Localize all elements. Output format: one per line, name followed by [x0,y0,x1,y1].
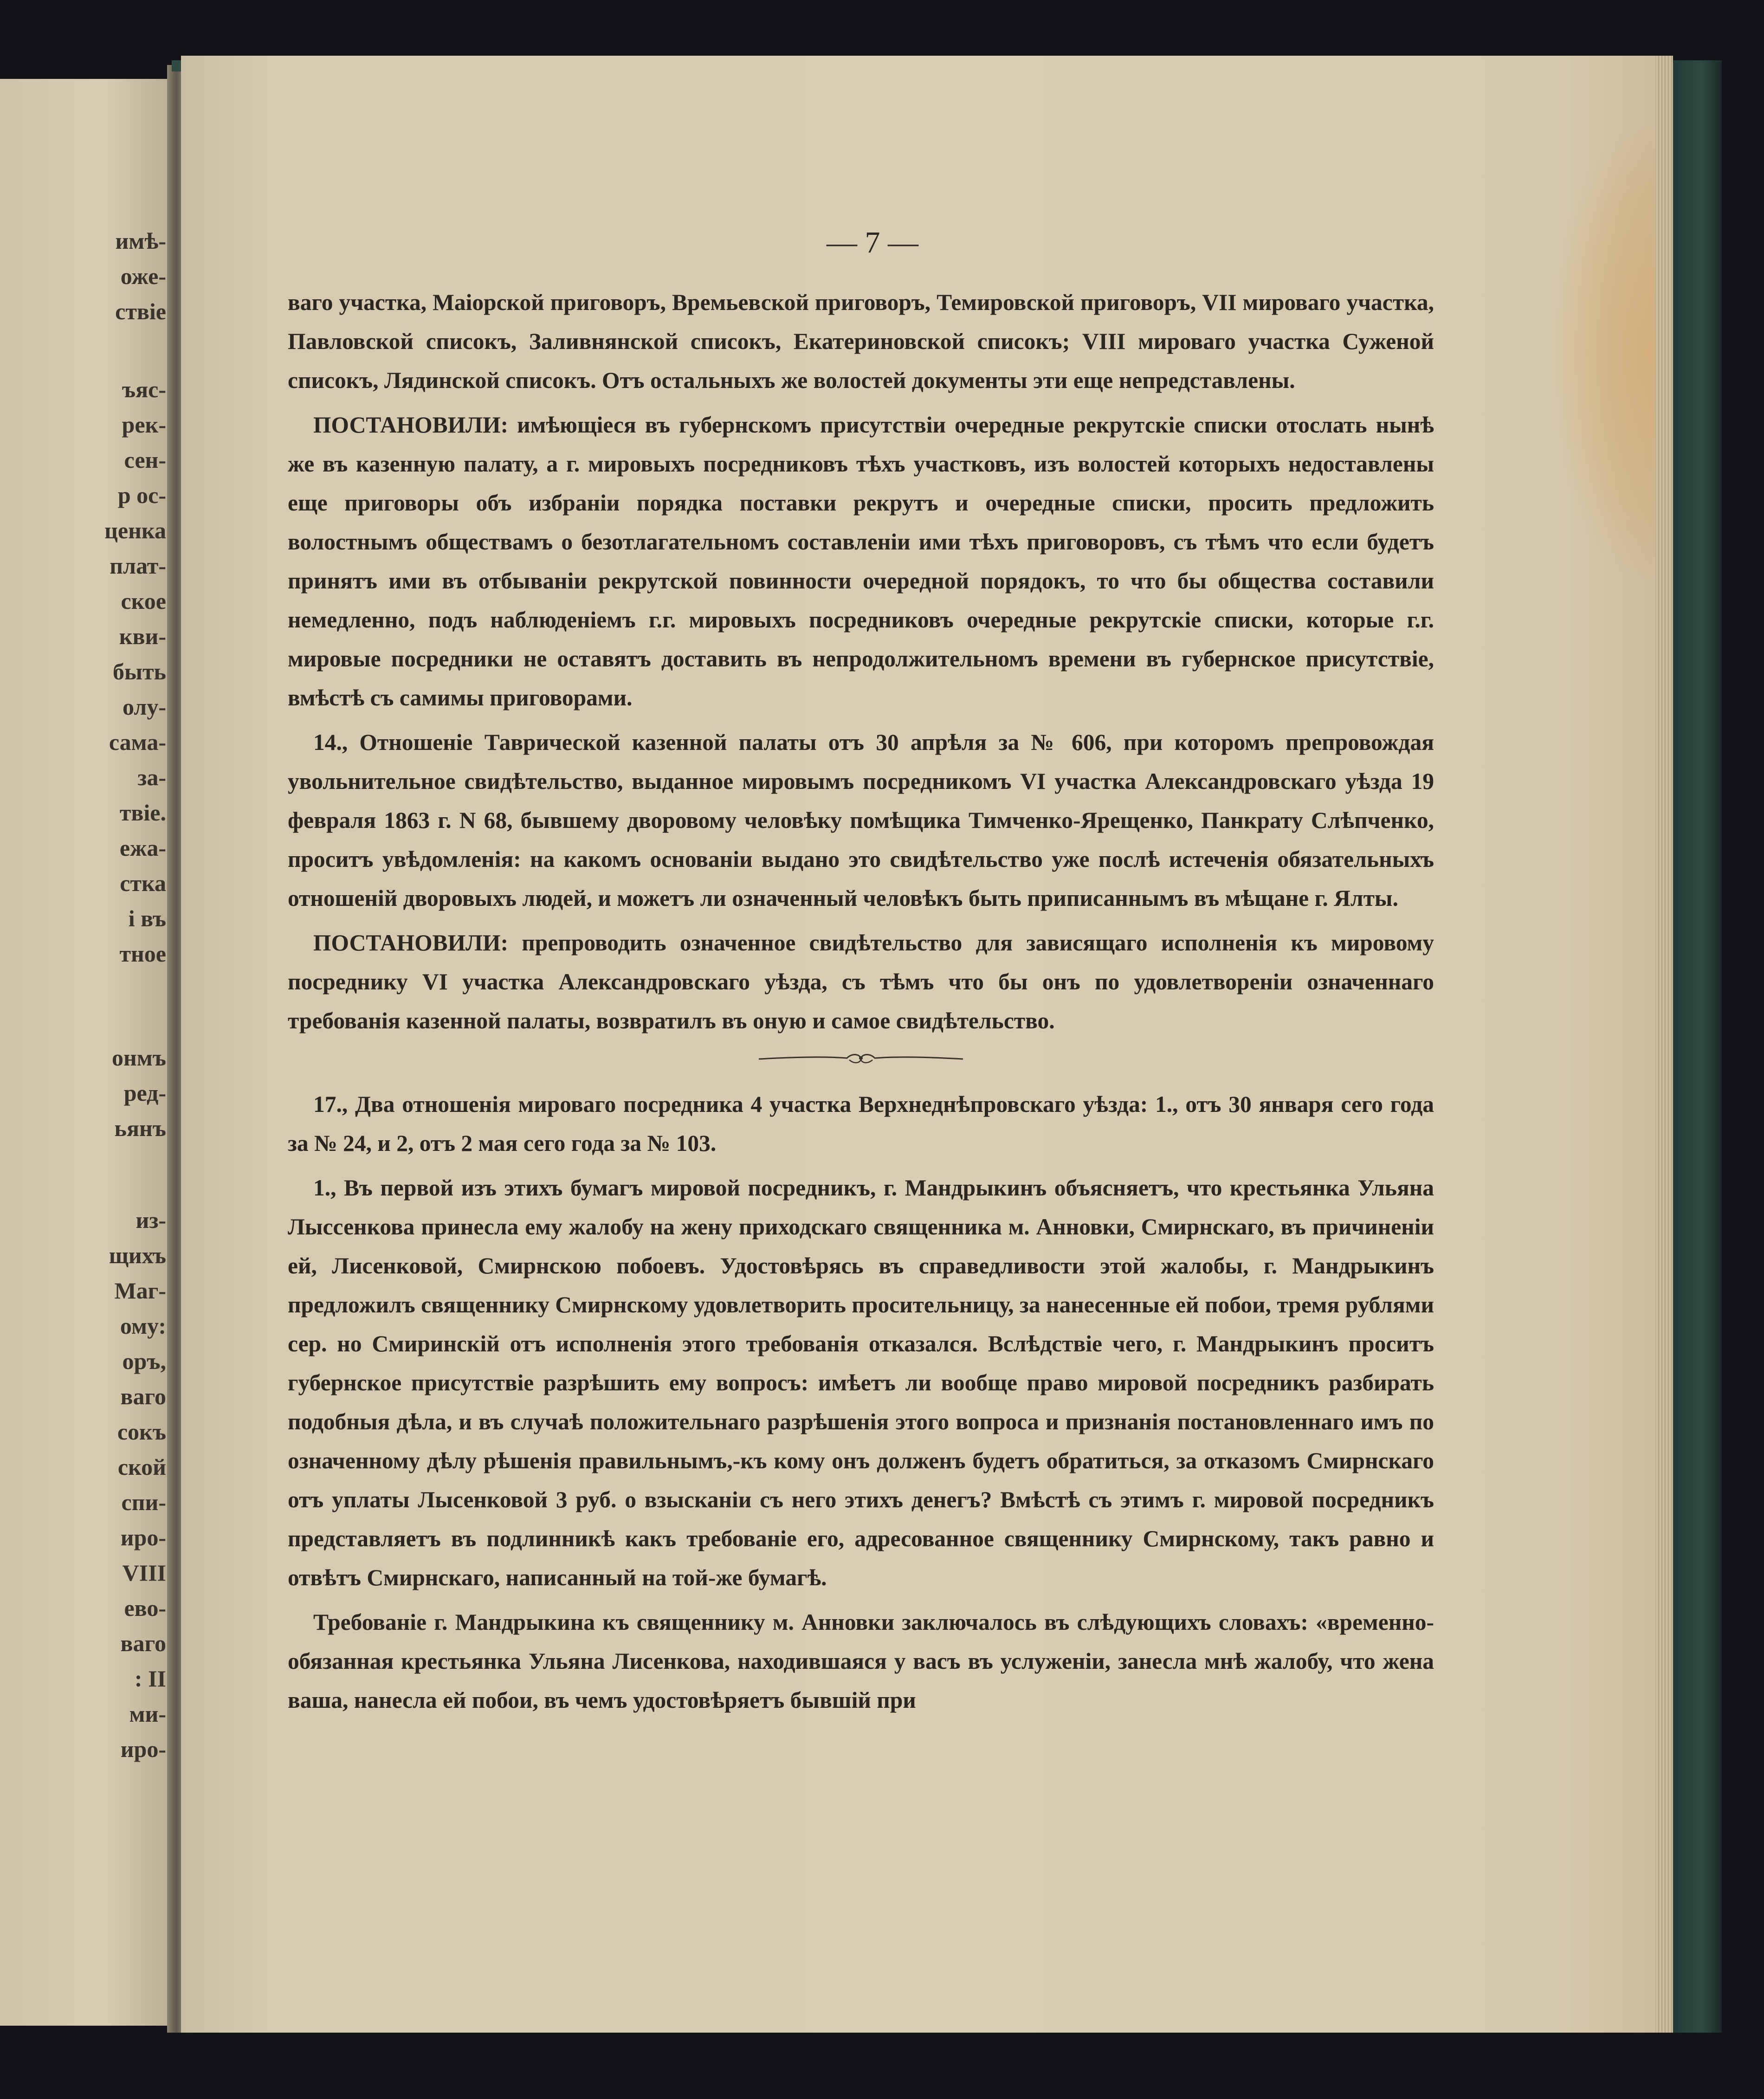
left-page-fragment: ценка [104,517,166,543]
left-page-fragment: VIII [122,1560,166,1586]
left-page-fragment: быть [112,659,166,685]
left-page-fragment: за- [137,764,166,790]
page-number: — 7 — [827,226,918,259]
paragraph-resolution-1: ПОСТАНОВИЛИ: имѣющіеся въ губернскомъ присутствіи очередные рекрутскіе списки отослать нынѣ же въ казенную палату, а г. мировыхъ посредниковъ тѣхъ участковъ, изъ волостей которыхъ недоставлены еще приговоры объ избраніи порядка поставки рекрутъ и очередные списки, просить предложить волостнымъ обществамъ о безотлагательномъ составленіи ими тѣхъ приговоровъ, съ тѣмъ что если будетъ принятъ ими въ отбываніи рекрутской повинности очередной порядокъ, то что бы общества составили немедленно, подъ наблюденіемъ г.г. мировыхъ посредниковъ очередные рекрутскіе списки, которые г.г. мировые посредники не оставятъ доставить въ непродолжительномъ времени въ губернское присутствіе, вмѣстѣ съ самимы приговорами. [288,412,1434,710]
left-page-fragment: оже- [120,263,166,289]
left-page-fragment: ской [117,1454,166,1480]
paragraph-resolution-2: ПОСТАНОВИЛИ: препроводить означенное свидѣтельство для зависящаго исполненія къ мировому посреднику VI участка Александровскаго уѣзда, съ тѣмъ что бы онъ по удовлетвореніи означеннаго требованія казенной палаты, возвратилъ въ оную и самое свидѣтельство. [288,930,1434,1033]
left-page-fragment: плат- [110,553,166,579]
left-page-fragment: стка [120,870,166,896]
left-page [0,79,173,2026]
book-cover-edge-right [1671,60,1722,2033]
left-page-fragment: ъяс- [122,376,166,402]
left-page-fragment: щихъ [109,1242,166,1268]
paragraph-requirement: Требованіе г. Мандрыкина къ священнику м. Анновки заключалось въ слѣдующихъ словахъ: «временно-обязанная крестьянка Ульяна Лисенкова, находившаяся у васъ въ услуженіи, занесла мнѣ жалобу, что жена ваша, нанесла ей побои, въ чемъ удостовѣряетъ бывшій при [288,1609,1434,1713]
left-page-fragment: спи- [121,1489,166,1515]
left-page-fragment: сокъ [117,1419,166,1445]
paragraph-item-17-part-1: 1., Въ первой изъ этихъ бумагъ мировой посредникъ, г. Мандрыкинъ объясняетъ, что крестьянка Ульяна Лыссенкова принесла ему жалобу на жену приходскаго священника м. Анновки, Смирнскаго, въ причиненіи ей, Лисенковой, Смирнскою побоевъ. Удостовѣрясь въ справедливости этой жалобы, г. Мандрыкинъ предложилъ священнику Смирнскому удовлетворить просительницу, за нанесенные ей побои, тремя рублями сер. но Смиринскій отъ исполненія этого требованія отказался. Вслѣдствіе чего, г. Мандрыкинъ проситъ губернское присутствіе разрѣшить ему вопросъ: имѣетъ ли вообще право мировой посредникъ разбирать подобныя дѣла, и въ случаѣ положительнаго разрѣшенія этого вопроса и признанія постановленнаго имъ по означенному дѣлу рѣшенія правильнымъ,-къ кому онъ долженъ будетъ обратиться, за отказомъ Смирнскаго отъ уплаты Лысенковой 3 руб. о взысканіи съ него этихъ денегъ? Вмѣстѣ съ этимъ г. мировой посредникъ представляетъ въ подлинникѣ какъ требованіе его, адресованное священнику Смирнскому, такъ равно и отвѣтъ Смирнскаго, написанный на той-же бумагѣ. [288,1175,1434,1590]
left-page-fragment: онмъ [111,1045,166,1071]
left-page-fragment: иро- [120,1524,166,1550]
left-page-fragment: ское [121,588,166,614]
left-page-fragment: ствіе [115,298,166,324]
left-page-fragment: олу- [122,694,166,720]
right-page [181,56,1673,2033]
page-body [288,283,1434,1725]
left-page-fragment: ваго [120,1630,166,1656]
left-page-fragment: р ос- [117,482,166,508]
paragraph-continuation: ваго участка, Маіорской приговоръ, Времьевской приговоръ, Темировской приговоръ, VII мироваго участка, Павловской списокъ, Заливнянской списокъ, Екатериновской списокъ; VIII мироваго участка Суженой списокъ, Лядинской списокъ. Отъ остальныхъ же волостей документы эти еще непредставлены. [288,290,1434,393]
left-page-fragment: ьянъ [114,1115,166,1141]
left-page-fragment: кви- [119,623,166,649]
left-page-fragment: ваго [120,1383,166,1409]
left-page-fragment: ежа- [119,835,166,861]
left-page-fragment: тное [119,941,166,967]
left-page-fragment: из- [136,1207,166,1233]
left-page-fragment: ево- [124,1595,166,1621]
left-page-fragment: имѣ- [115,228,166,254]
left-page-fragment: ред- [123,1080,166,1106]
left-page-fragment: сама- [109,729,166,755]
left-page-fragment: твіе. [119,800,166,826]
ornament-divider-icon [754,1049,968,1067]
left-page-fragment: ому: [120,1313,166,1339]
left-page-fragment: : II [134,1666,166,1692]
paragraph-item-14: 14., Отношеніе Таврической казенной палаты отъ 30 апрѣля за № 606, при которомъ препровождая увольнительное свидѣтельство, выданное мировымъ посредникомъ VI участка Александровскаго уѣзда 19 февраля 1863 г. N 68, бывшему дворовому человѣку помѣщика Тимченко-Ярещенко, Панкрату Слѣпченко, проситъ увѣдомленія: на какомъ основаніи выдано это свидѣтельство уже послѣ истеченія обязательныхъ отношеній дворовыхъ людей, и можетъ ли означенный человѣкъ быть приписаннымъ въ мѣщане г. Ялты. [288,730,1434,911]
left-page-fragment: ми- [129,1701,166,1727]
paragraph-item-17: 17., Два отношенія мироваго посредника 4 участка Верхнеднѣпровскаго уѣзда: 1., отъ 30 января сего года за № 24, и 2, отъ 2 мая сего года за № 103. [288,1091,1434,1156]
page-stack-edge [1655,56,1673,2033]
left-page-fragment: иро- [120,1736,166,1762]
water-stain [1550,125,1673,580]
left-page-fragment: рек- [122,412,166,438]
left-page-fragment: сен- [124,447,166,473]
left-page-fragment: оръ, [122,1348,166,1374]
left-page-fragment: і въ [128,905,166,931]
left-page-fragment: Маг- [114,1278,166,1304]
